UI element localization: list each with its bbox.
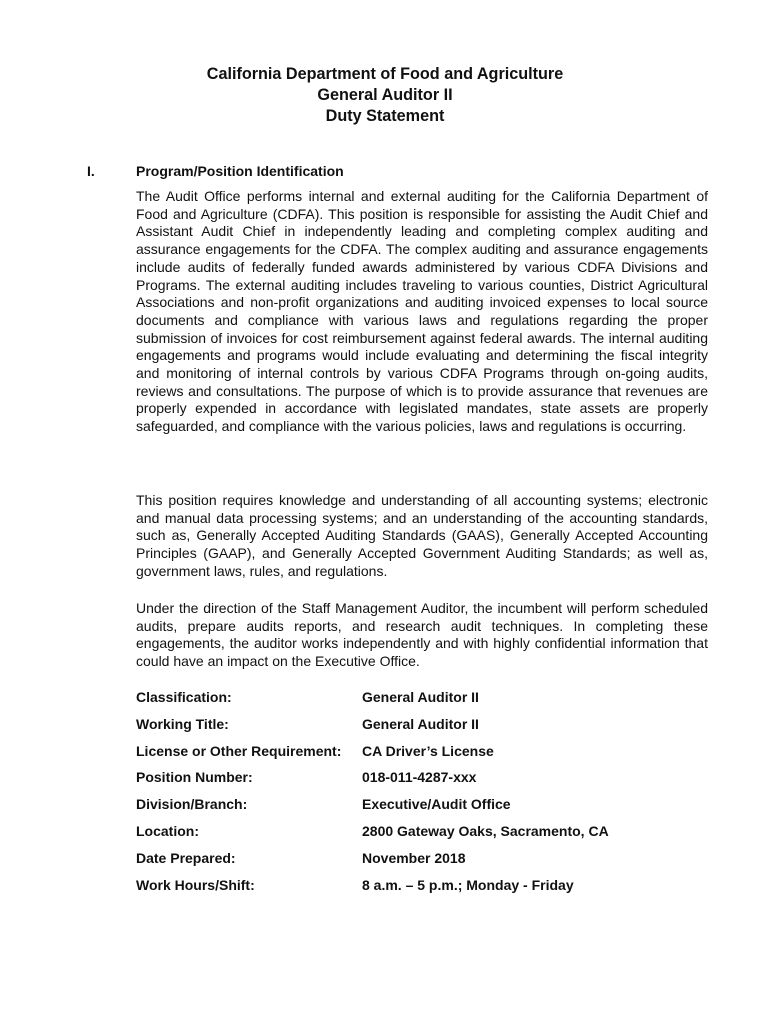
info-value: Executive/Audit Office	[362, 796, 511, 813]
section-title: Program/Position Identification	[136, 163, 344, 179]
info-row-location	[136, 823, 708, 850]
info-label: Date Prepared:	[136, 849, 236, 866]
info-value: CA Driver’s License	[362, 742, 494, 759]
info-value: 2800 Gateway Oaks, Sacramento, CA	[362, 822, 609, 839]
info-row-classification	[136, 689, 708, 716]
info-label: License or Other Requirement:	[136, 742, 342, 759]
info-label: Classification:	[136, 689, 232, 705]
document-type-title: Duty Statement	[325, 107, 445, 125]
info-label: Location:	[136, 822, 199, 839]
info-label: Division/Branch:	[136, 796, 248, 813]
info-label: Working Title:	[136, 715, 229, 732]
paragraph-supervision: Under the direction of the Staff Management Auditor, the incumbent will perform scheduled audits, prepare audits reports, and research audit techniques. In completing these engagements, the auditor works independently and with highly confidential information that could have an impact on the Executive Office.	[136, 600, 708, 670]
position-title: General Auditor II	[317, 86, 453, 104]
info-value: November 2018	[362, 849, 466, 866]
paragraph-knowledge-requirements: This position requires knowledge and understanding of all accounting systems; electronic and manual data processing systems; and an understanding of the accounting standards, such as, Generally Accepted Auditing Standards (GAAS), Generally Accepted Accounting Principles (GAAP), and Generally Accepted Government Auditing Standards; as well as, government laws, rules, and regulations.	[136, 492, 708, 579]
section-number: I.	[87, 163, 95, 179]
info-value: 8 a.m. – 5 p.m.; Monday - Friday	[362, 876, 574, 893]
info-row-working-title	[136, 716, 708, 743]
info-row-work-hours	[136, 877, 708, 904]
info-value: 018-011-4287-xxx	[362, 769, 477, 786]
info-row-position-number	[136, 769, 708, 796]
document-header	[0, 64, 770, 127]
info-label: Work Hours/Shift:	[136, 876, 255, 893]
info-value: General Auditor II	[362, 689, 479, 705]
info-row-division	[136, 796, 708, 823]
info-row-date-prepared	[136, 850, 708, 877]
info-label: Position Number:	[136, 769, 253, 786]
department-title: California Department of Food and Agriculture	[206, 65, 564, 83]
info-row-license	[136, 743, 708, 770]
position-info-table	[136, 689, 708, 903]
info-value: General Auditor II	[362, 715, 479, 732]
paragraph-audit-office: The Audit Office performs internal and external auditing for the California Department of Food and Agriculture (CDFA). This position is responsible for assisting the Audit Chief and Assistant Audit Chief in independently leading and completing complex auditing and assurance engagements for the CDFA. The complex auditing and assurance engagements include audits of federally funded awards administered by various CDFA Divisions and Programs. The external auditing includes traveling to various counties, District Agricultural Associations and non-profit organizations and auditing invoiced expenses to local source documents and compliance with various laws and regulations regarding the proper submission of invoices for cost reimbursement against federal awards. The internal auditing engagements and programs would include evaluating and determining the fiscal integrity and monitoring of internal controls by various CDFA Programs through on-going audits, reviews and consultations. The purpose of which is to provide assurance that revenues are properly expended in accordance with legislated mandates, state assets are properly safeguarded, and compliance with the various policies, laws and regulations is occurring.	[136, 188, 708, 435]
